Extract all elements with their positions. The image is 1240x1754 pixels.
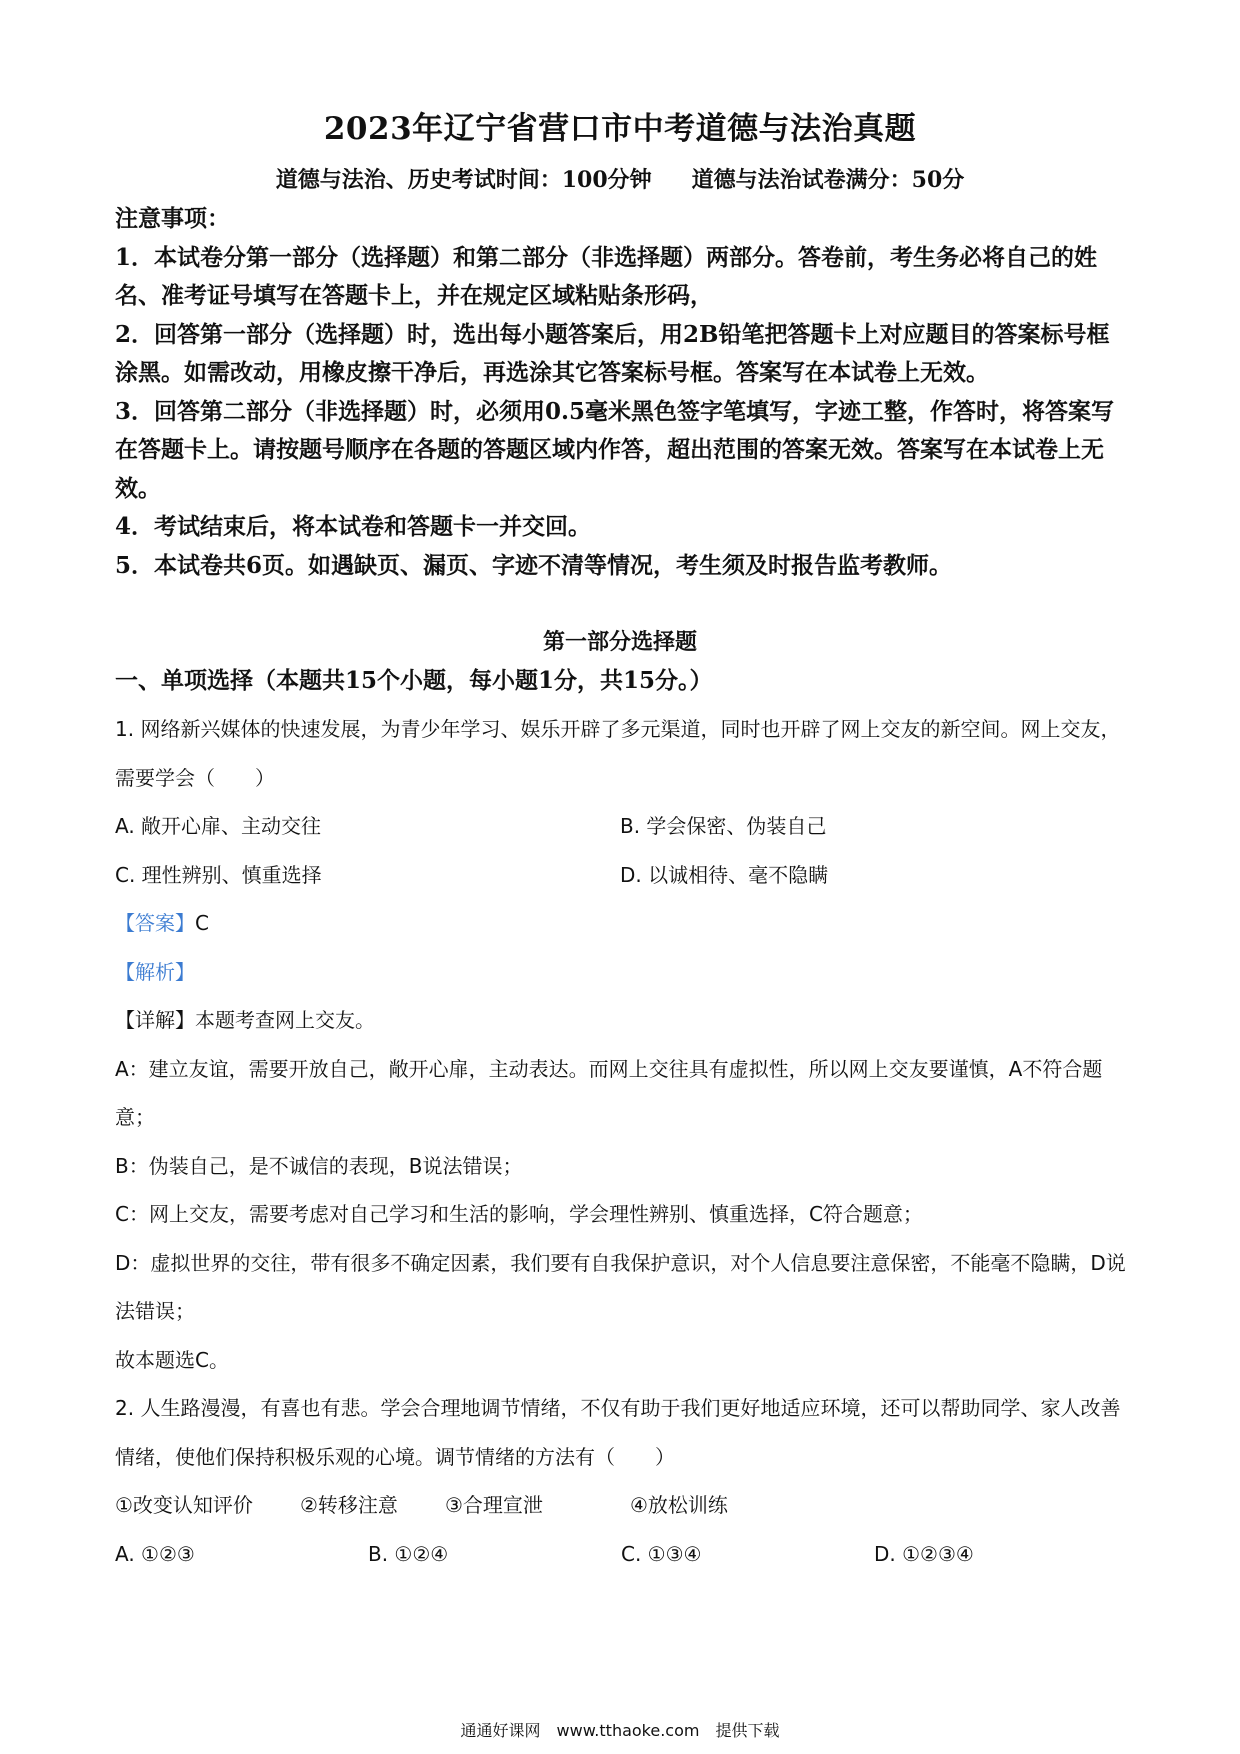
part-title: 一、单项选择（本题共15个小题，每小题1分，共15分。）	[115, 667, 713, 694]
q2-choice-1: ①改变认知评价	[115, 1493, 253, 1517]
q1-options-row-2	[115, 851, 1130, 900]
q1-line-a: A：建立友谊，需要开放自己，敞开心扉，主动表达。而网上交往具有虚拟性，所以网上交友要谨慎，A不符合题意；	[115, 1056, 1103, 1129]
note-item-3: 3．回答第二部分（非选择题）时，必须用0.5毫米黑色签字笔填写，字迹工整，作答时，将答案写在答题卡上。请按题号顺序在各题的答题区域内作答，超出范围的答案无效。答案写在本试卷上无效。	[115, 397, 1115, 502]
q1-answer	[115, 899, 1130, 948]
q1-line-b: B：伪装自己，是不诚信的表现，B说法错误；	[115, 1153, 523, 1178]
note-item-5: 5．本试卷共6页。如遇缺页、漏页、字迹不清等情况，考生须及时报告监考教师。	[115, 551, 953, 579]
analysis-tag: 【解析】	[115, 959, 195, 984]
page-title: 2023年辽宁省营口市中考道德与法治真题	[323, 111, 917, 147]
note-item-4: 4．考试结束后，将本试卷和答题卡一并交回。	[115, 513, 592, 540]
q1-analysis	[115, 948, 1130, 997]
q1-conclusion: 故本题选C。	[115, 1347, 229, 1372]
notes-section	[115, 200, 1130, 585]
q2-option-c: C. ①③④	[621, 1541, 702, 1566]
q2-choices-row	[115, 1481, 1130, 1530]
q2-option-b: B. ①②④	[368, 1541, 449, 1566]
q1-line-d: D：虚拟世界的交往，带有很多不确定因素，我们要有自我保护意识，对个人信息要注意保密，不能毫不隐瞒，D说法错误；	[115, 1250, 1126, 1323]
questions	[115, 705, 1130, 1578]
q2-option-a: A. ①②③	[115, 1541, 195, 1566]
q2-choice-3: ③合理宣泄	[445, 1493, 543, 1517]
answer-tag: 【答案】	[115, 911, 195, 935]
q1-options-row-1	[115, 802, 1130, 851]
exam-time: 道德与法治、历史考试时间：100分钟	[275, 167, 652, 193]
q2-choice-2: ②转移注意	[300, 1493, 398, 1517]
section-title: 第一部分选择题	[542, 629, 697, 655]
exam-score: 道德与法治试卷满分：50分	[691, 167, 965, 193]
q1-line-c: C：网上交友，需要考虑对自己学习和生活的影响，学会理性辨别、慎重选择，C符合题意；	[115, 1202, 923, 1226]
note-item-2: 2．回答第一部分（选择题）时，选出每小题答案后，用2B铅笔把答题卡上对应题目的答案标号框涂黑。如需改动，用橡皮擦干净后，再选涂其它答案标号框。答案写在本试卷上无效。	[115, 320, 1110, 386]
q2-choice-4: ④放松训练	[630, 1493, 728, 1517]
q1-option-a: A. 敞开心扉、主动交往	[115, 814, 322, 838]
q1-detail: 【详解】本题考查网上交友。	[115, 1008, 375, 1032]
note-item-1: 1．本试卷分第一部分（选择题）和第二部分（非选择题）两部分。答卷前，考生务必将自己的姓名、准考证号填写在答题卡上，并在规定区域粘贴条形码，	[115, 243, 1098, 309]
q2-stem: 2. 人生路漫漫，有喜也有悲。学会合理地调节情绪，不仅有助于我们更好地适应环境，还可以帮助同学、家人改善情绪，使他们保持积极乐观的心境。调节情绪的方法有（ ）	[115, 1396, 1121, 1469]
q2-options-row	[115, 1530, 1130, 1579]
q1-option-c: C. 理性辨别、慎重选择	[115, 862, 322, 887]
q1-stem: 1. 网络新兴媒体的快速发展，为青少年学习、娱乐开辟了多元渠道，同时也开辟了网上交友的新空间。网上交友，需要学会（ ）	[115, 717, 1121, 790]
answer-value: C	[195, 911, 209, 935]
q1-option-d: D. 以诚相待、毫不隐瞒	[620, 862, 829, 887]
q1-option-b: B. 学会保密、伪装自己	[620, 814, 827, 838]
q2-option-d: D. ①②③④	[874, 1541, 974, 1566]
page-footer: 通通好课网 www.tthaoke.com 提供下载	[460, 1721, 780, 1740]
notes-heading: 注意事项：	[115, 205, 230, 232]
exam-info	[0, 163, 1240, 194]
